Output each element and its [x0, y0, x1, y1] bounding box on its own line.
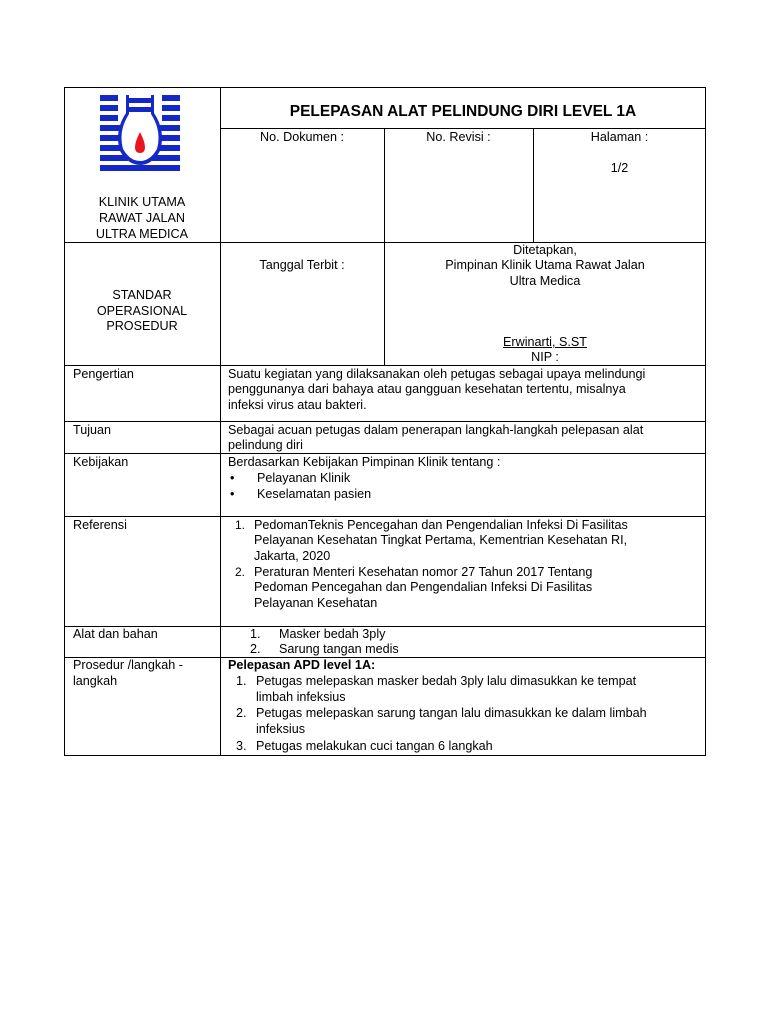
prosedur-heading: Pelepasan APD level 1A:	[228, 658, 376, 672]
halaman-value: 1/2	[610, 161, 629, 175]
sop-line-2: OPERASIONAL	[96, 304, 188, 318]
prosedur-1-line-1: Petugas melepaskan masker bedah 3ply lalu dimasukkan ke tempat	[256, 674, 637, 688]
ditetapkan-line-1: Ditetapkan,	[513, 243, 577, 257]
pengertian-line-3: infeksi virus atau bakteri.	[228, 398, 367, 412]
prosedur-num-3: 3.	[236, 739, 247, 753]
prosedur-2-line-2: infeksius	[256, 722, 305, 736]
alat-num-2: 2.	[250, 642, 261, 656]
alat-item-2: Sarung tangan medis	[279, 642, 399, 656]
referensi-1-line-1: PedomanTeknis Pencegahan dan Pengendalian Infeksi Di Fasilitas	[254, 518, 628, 532]
referensi-2-line-3: Pelayanan Kesehatan	[254, 596, 378, 610]
referensi-1-line-3: Jakarta, 2020	[254, 549, 331, 563]
clinic-logo	[100, 95, 180, 175]
referensi-2-line-2: Pedoman Pencegahan dan Pengendalian Infeksi Di Fasilitas	[254, 580, 593, 594]
kebijakan-bullet-1: •	[230, 471, 235, 485]
pengertian-line-1: Suatu kegiatan yang dilaksanakan oleh petugas sebagai upaya melindungi	[228, 367, 646, 381]
no-dokumen-label: No. Dokumen :	[260, 130, 344, 144]
ditetapkan-line-3: Ultra Medica	[509, 274, 581, 288]
signatory-name: Erwinarti, S.ST	[503, 335, 587, 349]
prosedur-label-line-1: Prosedur /langkah -	[73, 658, 183, 672]
referensi-num-1: 1.	[235, 518, 246, 532]
sop-line-3: PROSEDUR	[106, 319, 178, 333]
prosedur-3-line-1: Petugas melakukan cuci tangan 6 langkah	[256, 739, 493, 753]
prosedur-num-2: 2.	[236, 706, 247, 720]
tanggal-terbit-label: Tanggal Terbit :	[259, 258, 345, 272]
clinic-name-line-2: RAWAT JALAN	[98, 211, 186, 225]
alat-item-1: Masker bedah 3ply	[279, 627, 386, 641]
referensi-num-2: 2.	[235, 565, 246, 579]
clinic-name-line-1: KLINIK UTAMA	[98, 195, 186, 209]
tujuan-label: Tujuan	[73, 423, 112, 437]
kebijakan-item-1: Pelayanan Klinik	[257, 471, 351, 485]
prosedur-2-line-1: Petugas melepaskan sarung tangan lalu dimasukkan ke dalam limbah	[256, 706, 647, 720]
tujuan-line-1: Sebagai acuan petugas dalam penerapan langkah-langkah pelepasan alat	[228, 423, 644, 437]
sop-line-1: STANDAR	[112, 288, 172, 302]
tujuan-line-2: pelindung diri	[228, 438, 303, 452]
alat-num-1: 1.	[250, 627, 261, 641]
kebijakan-label: Kebijakan	[73, 455, 129, 469]
kebijakan-bullet-2: •	[230, 487, 235, 501]
referensi-2-line-1: Peraturan Menteri Kesehatan nomor 27 Tahun 2017 Tentang	[254, 565, 593, 579]
referensi-label: Referensi	[73, 518, 127, 532]
referensi-1-line-2: Pelayanan Kesehatan Tingkat Pertama, Kementrian Kesehatan RI,	[254, 533, 628, 547]
nip-label: NIP :	[531, 350, 559, 364]
no-revisi-label: No. Revisi :	[426, 130, 491, 144]
kebijakan-item-2: Keselamatan pasien	[257, 487, 372, 501]
prosedur-num-1: 1.	[236, 674, 247, 688]
logo-graphic	[100, 95, 180, 175]
pengertian-label: Pengertian	[73, 367, 134, 381]
prosedur-label-line-2: langkah	[73, 674, 118, 688]
pengertian-line-2: penggunanya dari bahaya atau gangguan kesehatan tertentu, misalnya	[228, 382, 626, 396]
halaman-label: Halaman :	[590, 130, 649, 144]
kebijakan-intro: Berdasarkan Kebijakan Pimpinan Klinik tentang :	[228, 455, 501, 469]
document-title: PELEPASAN ALAT PELINDUNG DIRI LEVEL 1A	[289, 103, 637, 120]
clinic-name-line-3: ULTRA MEDICA	[95, 227, 189, 241]
prosedur-1-line-2: limbah infeksius	[256, 690, 346, 704]
alat-label: Alat dan bahan	[73, 627, 158, 641]
ditetapkan-line-2: Pimpinan Klinik Utama Rawat Jalan	[445, 258, 645, 272]
